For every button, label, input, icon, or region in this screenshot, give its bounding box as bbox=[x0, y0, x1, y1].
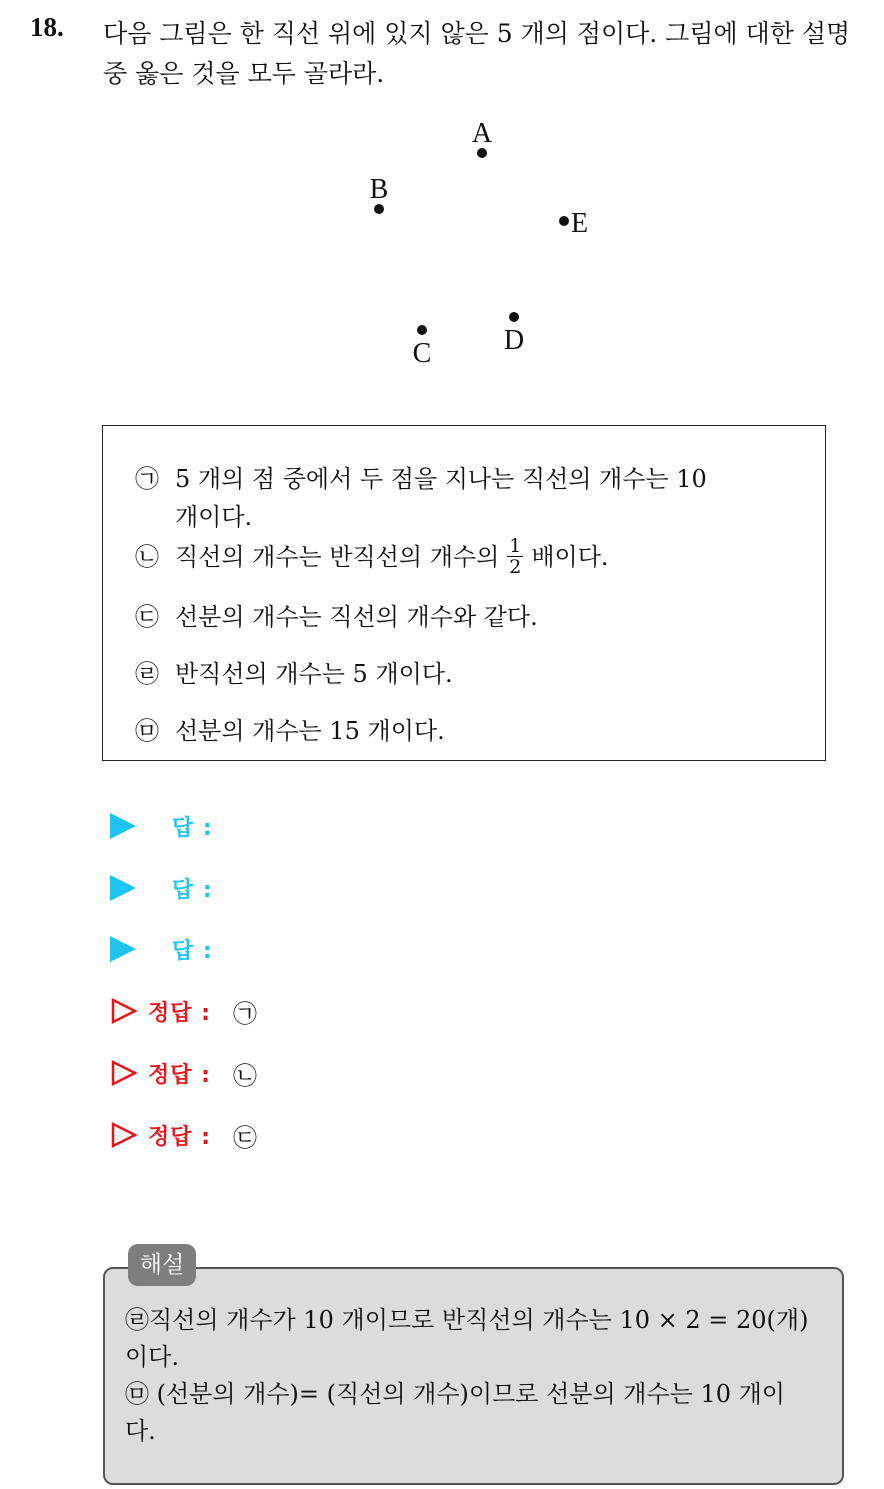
correct-value: ㉡ bbox=[232, 1061, 257, 1090]
explanation-tag: 해설 bbox=[128, 1244, 196, 1286]
option-5 bbox=[135, 712, 445, 750]
option-3-text: 선분의 개수는 직선의 개수와 같다. bbox=[175, 603, 538, 631]
point-a-label: A bbox=[471, 118, 493, 149]
answer-blank-2[interactable] bbox=[110, 868, 213, 908]
correct-label: 정답 : bbox=[148, 1124, 211, 1150]
correct-label: 정답 : bbox=[148, 1000, 211, 1026]
option-1-marker: ㉠ bbox=[135, 465, 159, 493]
answer-blank-1[interactable] bbox=[110, 806, 213, 846]
correct-label: 정답 : bbox=[148, 1062, 211, 1088]
option-2 bbox=[135, 536, 609, 577]
point-c-label: C bbox=[412, 338, 432, 369]
explanation-text: ㉣직선의 개수가 10 개이므로 반직선의 개수는 10 × 2 = 20(개) 이다. ㉤ (선분의 개수)= (직선의 개수)이므로 선분의 개수는 10 개이 다. bbox=[125, 1306, 809, 1445]
answer-label: 답 : bbox=[172, 815, 213, 841]
option-5-marker: ㉤ bbox=[135, 717, 159, 745]
points-figure bbox=[0, 0, 884, 400]
play-triangle-icon bbox=[110, 936, 136, 962]
point-e-label: E bbox=[571, 208, 589, 239]
point-c bbox=[413, 325, 432, 369]
point-a bbox=[472, 118, 493, 158]
option-2-text-after: 배이다. bbox=[531, 542, 609, 571]
correct-answer-3 bbox=[110, 1115, 257, 1155]
answer-label: 답 : bbox=[172, 938, 213, 964]
point-d-label: D bbox=[503, 325, 525, 356]
play-triangle-icon bbox=[110, 813, 136, 839]
option-4-text: 반직선의 개수는 5 개이다. bbox=[175, 660, 453, 688]
option-5-text: 선분의 개수는 15 개이다. bbox=[175, 717, 445, 745]
option-2-text-before: 직선의 개수는 반직선의 개수의 bbox=[175, 542, 500, 571]
answer-label: 답 : bbox=[172, 877, 213, 903]
point-b-label: B bbox=[369, 174, 389, 205]
outline-triangle-icon bbox=[110, 997, 138, 1025]
fraction-numerator: 1 bbox=[509, 535, 522, 557]
point-d bbox=[504, 312, 524, 356]
outline-triangle-icon bbox=[110, 1121, 138, 1149]
point-e bbox=[559, 208, 588, 239]
correct-answer-2 bbox=[110, 1053, 257, 1093]
play-triangle-icon bbox=[110, 875, 136, 901]
option-3-marker: ㉢ bbox=[135, 603, 159, 631]
option-1-continuation: 개이다. bbox=[175, 503, 253, 531]
option-1 bbox=[135, 460, 707, 536]
question-number: 18. bbox=[30, 12, 64, 42]
outline-triangle-icon bbox=[110, 1059, 138, 1087]
option-4-marker: ㉣ bbox=[135, 660, 159, 688]
correct-answer-1 bbox=[110, 991, 257, 1031]
correct-value: ㉠ bbox=[232, 999, 257, 1028]
option-4 bbox=[135, 655, 453, 693]
option-2-fraction bbox=[507, 536, 523, 577]
option-1-text: 5 개의 점 중에서 두 점을 지나는 직선의 개수는 10 bbox=[175, 465, 707, 493]
option-2-marker: ㉡ bbox=[135, 542, 159, 571]
correct-value: ㉢ bbox=[232, 1123, 257, 1152]
answer-blank-3[interactable] bbox=[110, 929, 213, 969]
option-3 bbox=[135, 598, 538, 636]
options-box bbox=[102, 425, 826, 761]
fraction-denominator: 2 bbox=[509, 556, 522, 578]
question-text: 다음 그림은 한 직선 위에 있지 않은 5 개의 점이다. 그림에 대한 설명 중 옳은 것을 모두 골라라. bbox=[103, 19, 851, 88]
point-b bbox=[370, 174, 389, 214]
